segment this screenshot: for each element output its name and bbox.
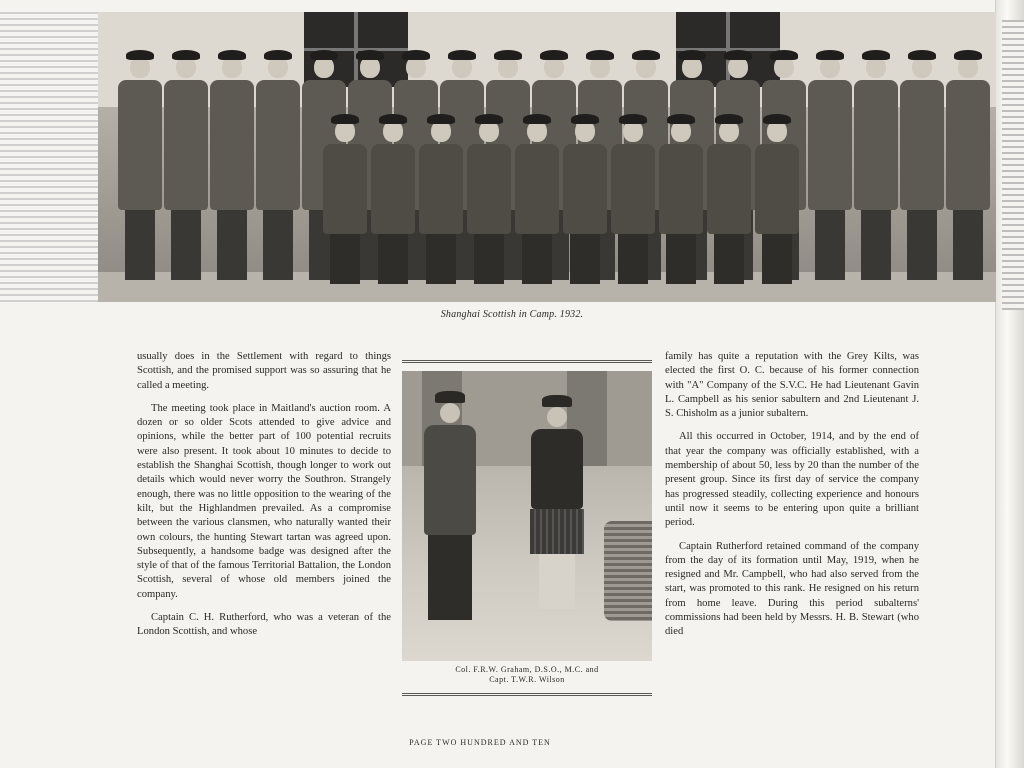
soldier-figure <box>900 56 944 280</box>
soldier-figure <box>210 56 254 280</box>
soldier-figure <box>515 120 559 284</box>
soldier-figure <box>755 120 799 284</box>
soldier-figure <box>808 56 852 280</box>
right-text-column <box>665 350 919 649</box>
caption-line-2: Capt. T.W.R. Wilson <box>489 675 565 684</box>
soldier-figure <box>323 120 367 284</box>
soldier-figure <box>611 120 655 284</box>
right-margin-stripes <box>1002 20 1024 310</box>
soldier-figure <box>467 120 511 284</box>
paragraph: family has quite a reputation with the Grey Kilts, was elected the first O. C. because of his former connection with "A" Company of the S.V.C. He had Lieutenant Gavin L. Campbell as his senior sabultern and 2nd Lieutenant J. S. Chisholm as a junior subaltern. <box>665 351 919 420</box>
photo-fountain <box>604 521 652 621</box>
paragraph: The meeting took place in Maitland's auction room. A dozen or so older Scots attended to give advice and opinions, while the better part of 100 potential recruits were also present. It took about 10 minutes to decide to establish the Shanghai Scottish, though longer to work out details which would never worry the Southron. Strangely enough, there was no little opposition to the wearing of the kilt, but the Highlandmen prevailed. As a compromise between the various clansmen, who naturally wanted their own colours, the hunting Stewart tartan was agreed upon. Subsequently, a handsome badge was designed after the style of that of the famous Territorial Battalion, the London Scottish, several of whose old members joined the company. <box>137 402 391 600</box>
soldier-figure <box>371 120 415 284</box>
officers-photo-caption <box>402 665 652 685</box>
officer-right <box>530 395 584 609</box>
soldier-figure <box>946 56 990 280</box>
paragraph: Captain C. H. Rutherford, who was a veteran of the London Scottish, and whose <box>137 612 391 638</box>
page-footer: PAGE TWO HUNDRED AND TEN <box>409 738 551 747</box>
soldier-figure <box>659 120 703 284</box>
left-margin-stripes <box>0 12 98 302</box>
officers-photo-frame <box>402 360 652 696</box>
caption-line-1: Col. F.R.W. Graham, D.S.O., M.C. and <box>455 665 599 674</box>
paragraph: All this occurred in October, 1914, and by the end of that year the company was officially established, with a membership of about 50, less by 20 than the number of the present group. Since its first day of service the company has progressed steadily, collecting experience and honours until now it seems to be entering upon quite a brilliant period. <box>665 431 919 529</box>
paragraph: Captain Rutherford retained command of the company from the day of its formation until May, 1919, when he resigned and Mr. Campbell, who had also served from the start, was promoted to this rank. He resigned on his return from home leave. During this period subalterns' commissions had been held by Messrs. H. B. Stewart (who died <box>665 540 919 638</box>
group-photo <box>98 12 996 302</box>
soldier-figure <box>563 120 607 284</box>
soldier-figure <box>256 56 300 280</box>
officer-left <box>424 391 476 620</box>
soldier-figure <box>854 56 898 280</box>
soldier-figure <box>707 120 751 284</box>
left-text-column <box>137 350 391 649</box>
paragraph: usually does in the Settlement with regard to things Scottish, and the promised support was so assuring that he called a meeting. <box>137 351 391 391</box>
officers-photo <box>402 371 652 661</box>
soldier-figure <box>164 56 208 280</box>
group-photo-caption: Shanghai Scottish in Camp. 1932. <box>440 309 584 320</box>
soldier-figure <box>118 56 162 280</box>
soldier-figure <box>419 120 463 284</box>
